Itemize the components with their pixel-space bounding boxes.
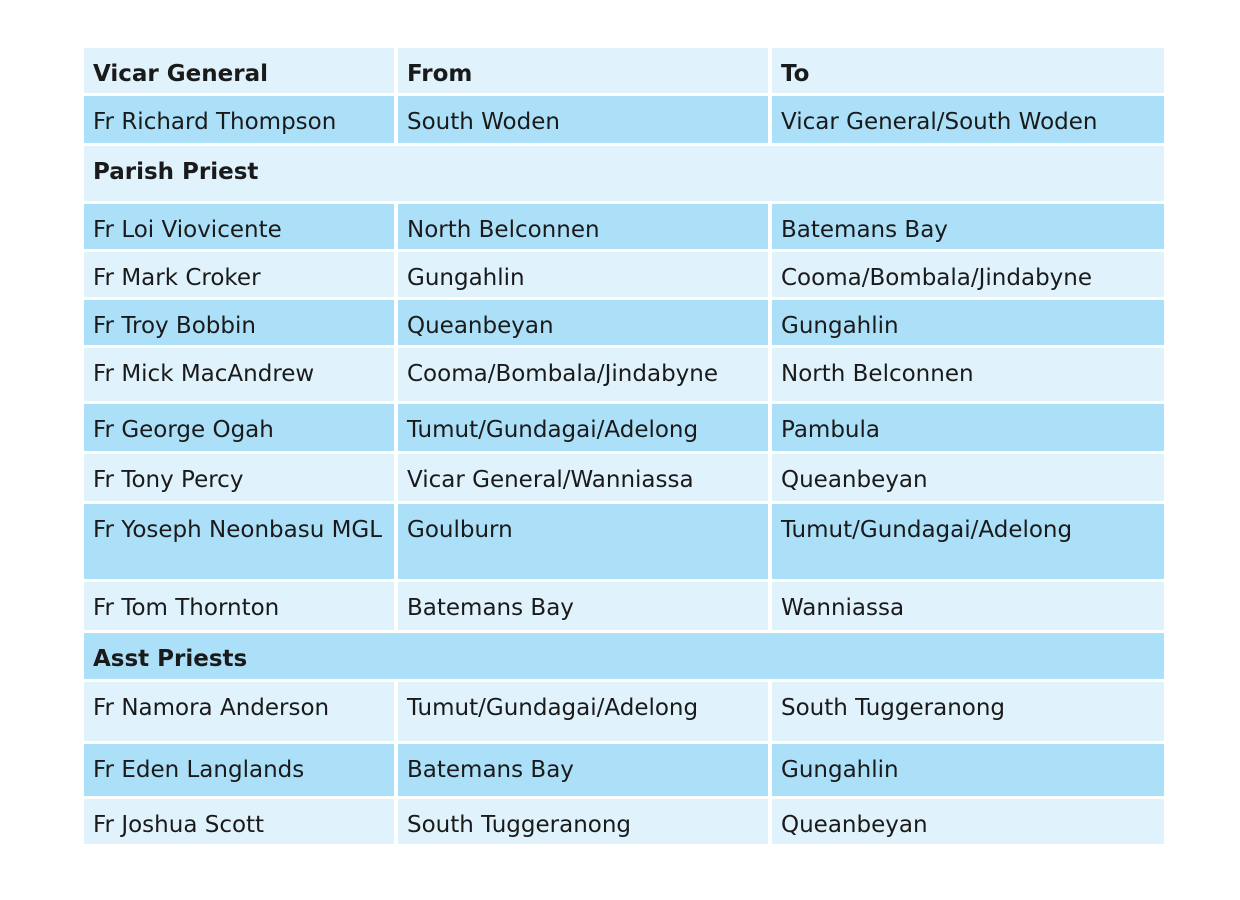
cell-name: Fr Namora Anderson bbox=[84, 682, 394, 741]
cell-from: Tumut/Gundagai/Adelong bbox=[398, 682, 768, 741]
cell-name: Fr Mick MacAndrew bbox=[84, 348, 394, 401]
cell-to: Wanniassa bbox=[772, 582, 1164, 630]
cell-from: South Tuggeranong bbox=[398, 799, 768, 844]
cell-name: Fr Tom Thornton bbox=[84, 582, 394, 630]
cell-to: Vicar General/South Woden bbox=[772, 96, 1164, 143]
cell-to: Queanbeyan bbox=[772, 454, 1164, 501]
table-row bbox=[84, 96, 1164, 143]
table-row bbox=[84, 252, 1164, 297]
header-vicar-general: Vicar General bbox=[84, 48, 394, 93]
table-body bbox=[84, 48, 1164, 844]
cell-name: Fr Richard Thompson bbox=[84, 96, 394, 143]
cell-from: Batemans Bay bbox=[398, 582, 768, 630]
table-row bbox=[84, 204, 1164, 249]
cell-from: South Woden bbox=[398, 96, 768, 143]
table-row bbox=[84, 300, 1164, 345]
cell-name: Fr Loi Viovicente bbox=[84, 204, 394, 249]
cell-name: Fr Yoseph Neonbasu MGL bbox=[84, 504, 394, 579]
table-row bbox=[84, 454, 1164, 501]
cell-from: Gungahlin bbox=[398, 252, 768, 297]
header-from: From bbox=[398, 48, 768, 93]
cell-from: Queanbeyan bbox=[398, 300, 768, 345]
header-to: To bbox=[772, 48, 1164, 93]
table-row bbox=[84, 404, 1164, 451]
clergy-appointments-table bbox=[80, 45, 1168, 847]
cell-from: Cooma/Bombala/Jindabyne bbox=[398, 348, 768, 401]
cell-name: Fr Eden Langlands bbox=[84, 744, 394, 796]
table-row bbox=[84, 744, 1164, 796]
cell-to: South Tuggeranong bbox=[772, 682, 1164, 741]
table-row bbox=[84, 682, 1164, 741]
cell-to: Batemans Bay bbox=[772, 204, 1164, 249]
table-header-row bbox=[84, 48, 1164, 93]
cell-from: North Belconnen bbox=[398, 204, 768, 249]
section-header-row bbox=[84, 633, 1164, 679]
cell-to: Tumut/Gundagai/Adelong bbox=[772, 504, 1164, 579]
table-row bbox=[84, 582, 1164, 630]
table-row bbox=[84, 799, 1164, 844]
table-row bbox=[84, 348, 1164, 401]
cell-to: Pambula bbox=[772, 404, 1164, 451]
cell-to: Cooma/Bombala/Jindabyne bbox=[772, 252, 1164, 297]
cell-name: Fr Tony Percy bbox=[84, 454, 394, 501]
cell-from: Tumut/Gundagai/Adelong bbox=[398, 404, 768, 451]
section-header-row bbox=[84, 146, 1164, 201]
cell-from: Batemans Bay bbox=[398, 744, 768, 796]
cell-to: Gungahlin bbox=[772, 300, 1164, 345]
cell-name: Fr Troy Bobbin bbox=[84, 300, 394, 345]
table-row bbox=[84, 504, 1164, 579]
section-label: Asst Priests bbox=[84, 633, 1164, 679]
cell-from: Vicar General/Wanniassa bbox=[398, 454, 768, 501]
cell-name: Fr Joshua Scott bbox=[84, 799, 394, 844]
cell-from: Goulburn bbox=[398, 504, 768, 579]
cell-to: North Belconnen bbox=[772, 348, 1164, 401]
cell-to: Gungahlin bbox=[772, 744, 1164, 796]
cell-name: Fr George Ogah bbox=[84, 404, 394, 451]
cell-to: Queanbeyan bbox=[772, 799, 1164, 844]
cell-name: Fr Mark Croker bbox=[84, 252, 394, 297]
section-label: Parish Priest bbox=[84, 146, 1164, 201]
